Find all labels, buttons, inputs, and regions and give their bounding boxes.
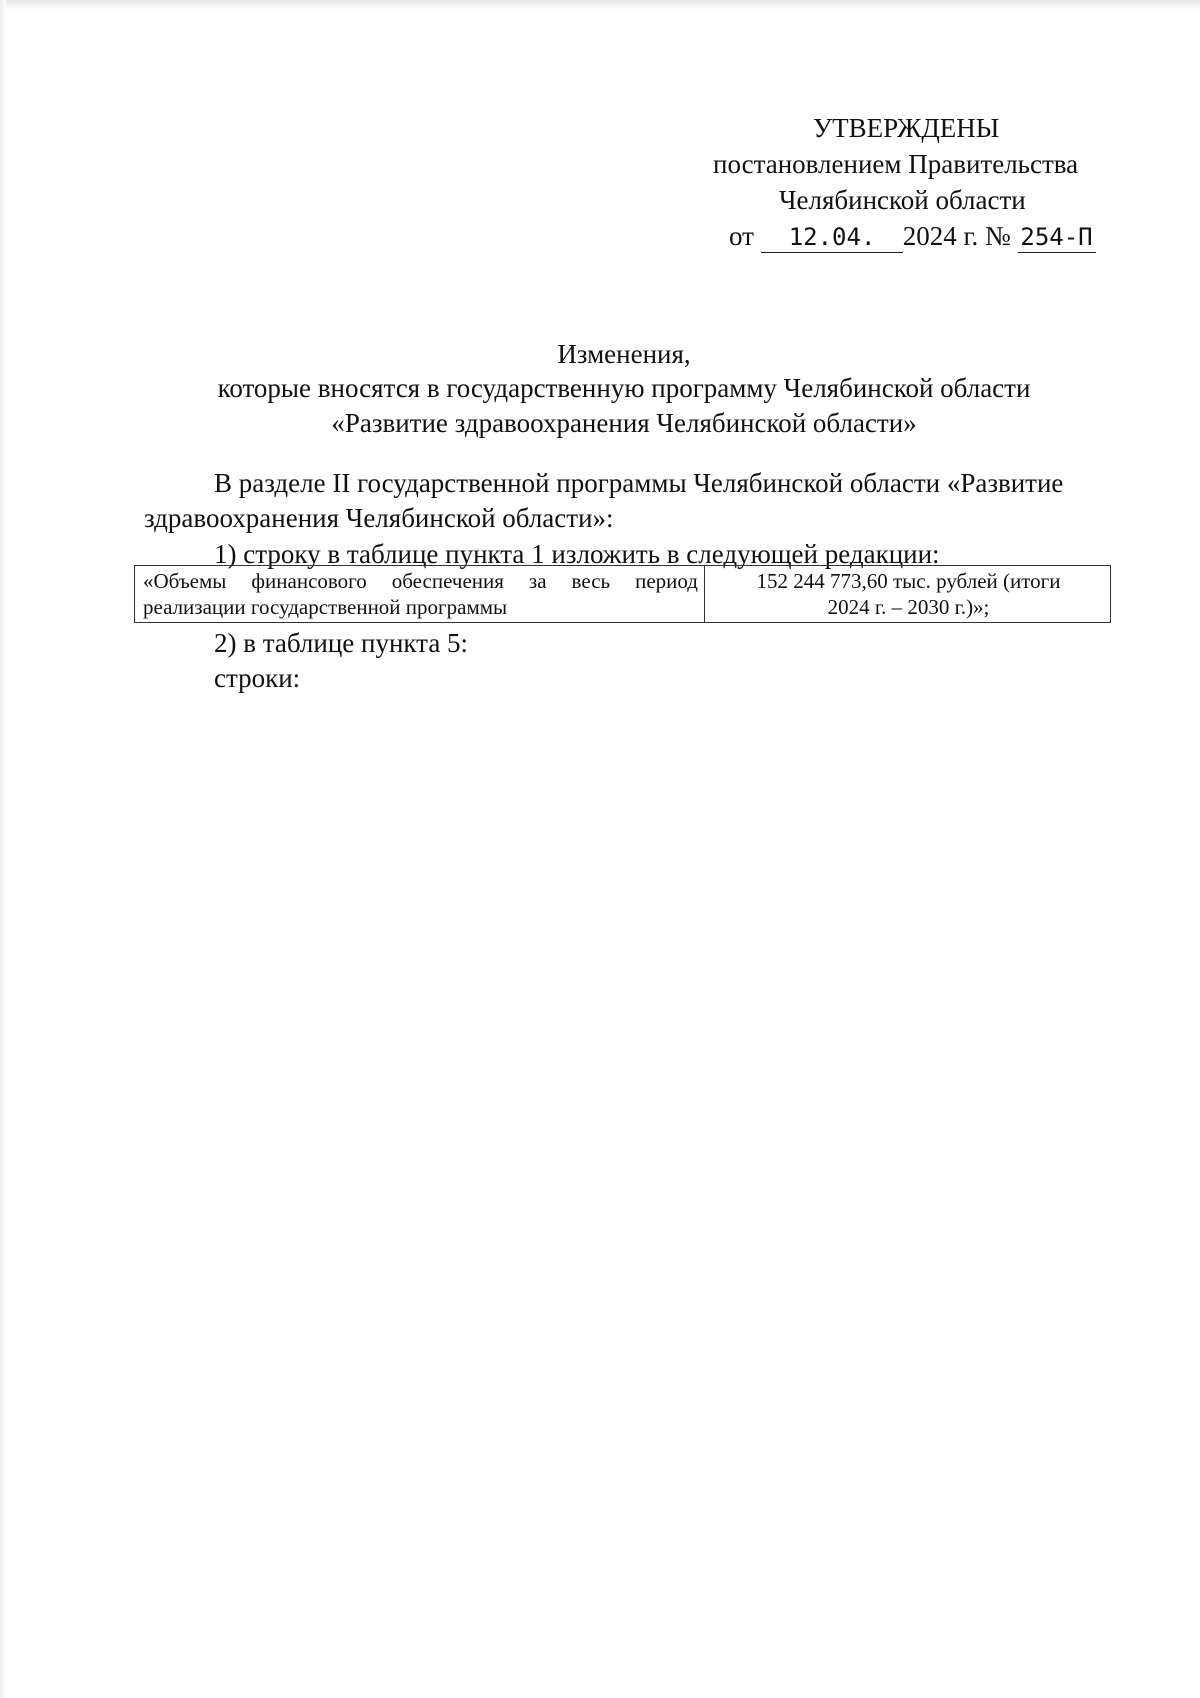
scan-edge-top: [0, 0, 1200, 10]
year-and-number-label: 2024 г. №: [902, 221, 1011, 251]
table-cell-label: [135, 566, 705, 623]
approval-title: УТВЕРЖДЕНЫ: [813, 113, 1000, 143]
resolution-number: 254-П: [1018, 222, 1096, 253]
table-cell-label-line-2: реализации государственной программы: [143, 595, 508, 619]
approval-line-resolution: постановлением Правительства: [713, 149, 1079, 179]
item-1: 1) строку в таблице пункта 1 изложить в следующей редакции:: [214, 539, 940, 569]
heading-title: Изменения,: [557, 339, 691, 369]
table-cell-value-line-2: 2024 г. – 2030 г.)»;: [827, 595, 990, 619]
intro-line-1: В разделе II государственной программы Челябинской области «Развитие: [214, 468, 1064, 498]
table-cell-value-line-1: 152 244 773,60 тыс. рублей (итоги: [756, 569, 1061, 593]
item-2: 2) в таблице пункта 5:: [214, 628, 469, 658]
date-prefix: от: [729, 221, 754, 251]
approval-line-region: Челябинской области: [779, 185, 1026, 215]
intro-line-2: здравоохранения Челябинской области»:: [144, 503, 614, 533]
item-3: строки:: [214, 663, 301, 693]
heading-subtitle: которые вносятся в государственную программу Челябинской области: [217, 373, 1031, 403]
amendment-table: [134, 565, 1111, 623]
table-row: [135, 566, 1111, 623]
heading-program-name: «Развитие здравоохранения Челябинской области»: [331, 408, 917, 438]
table-cell-label-line-1: «Объемы финансового обеспечения за весь период: [143, 569, 698, 593]
date-value: 12.04.: [761, 222, 903, 253]
scan-edge-left: [0, 0, 6, 1698]
table-cell-value: [705, 566, 1111, 623]
approval-date-line: [729, 218, 1096, 254]
